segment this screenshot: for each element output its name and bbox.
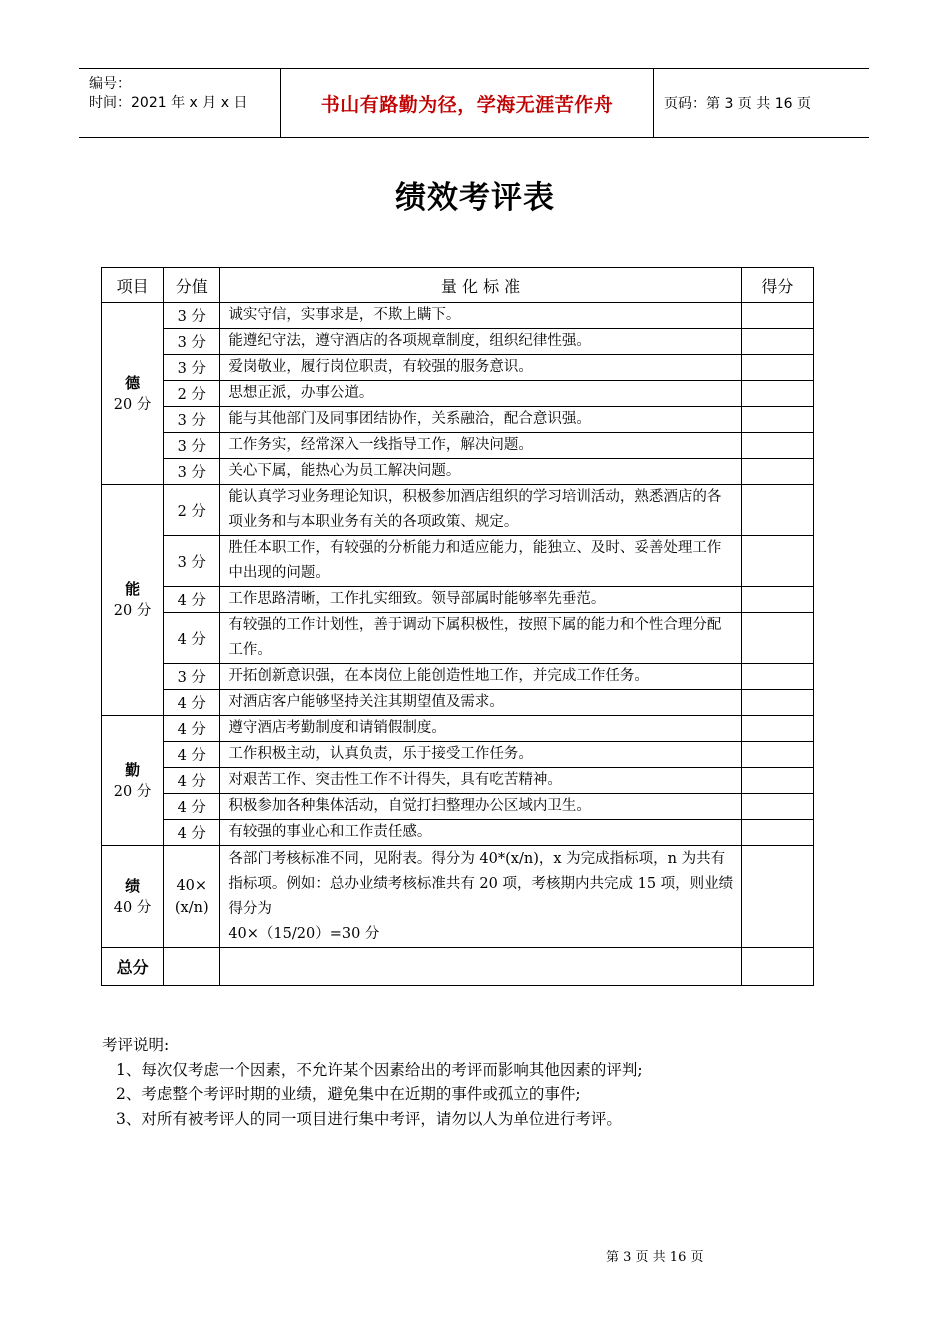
category-points: 20 分 bbox=[113, 603, 152, 619]
category-name: 能 bbox=[125, 580, 141, 598]
performance-example-formula: 40×（15/20）=30 分 bbox=[228, 925, 380, 942]
header-meta bbox=[79, 69, 281, 137]
category-points: 20 分 bbox=[113, 783, 152, 800]
note-item: 1、每次仅考虑一个因素，不允许某个因素给出的考评而影响其他因素的评判; bbox=[116, 1060, 643, 1079]
score-formula-line2: (x/n) bbox=[174, 899, 209, 916]
standard-cell: 开拓创新意识强，在本岗位上能创造性地工作，并完成工作任务。 bbox=[220, 664, 741, 690]
document-title: 绩效考评表 bbox=[395, 180, 555, 216]
standard-cell: 工作务实，经常深入一线指导工作，解决问题。 bbox=[220, 433, 741, 459]
table-row bbox=[102, 846, 814, 948]
category-de bbox=[102, 303, 164, 485]
table-row bbox=[102, 587, 814, 613]
score-cell: 3 分 bbox=[164, 303, 220, 329]
score-cell: 3 分 bbox=[164, 329, 220, 355]
category-points: 40 分 bbox=[113, 899, 152, 916]
table-row bbox=[102, 485, 814, 536]
score-cell bbox=[164, 846, 220, 948]
table-row bbox=[102, 690, 814, 716]
page-header bbox=[79, 68, 869, 138]
note-item: 2、考虑整个考评时期的业绩，避免集中在近期的事件或孤立的事件; bbox=[116, 1085, 581, 1103]
standard-cell: 胜任本职工作，有较强的分析能力和适应能力，能独立、及时、妥善处理工作中出现的问题。 bbox=[220, 536, 741, 587]
table-row bbox=[102, 433, 814, 459]
standard-cell: 爱岗敬业，履行岗位职责，有较强的服务意识。 bbox=[220, 355, 741, 381]
score-cell: 3 分 bbox=[164, 459, 220, 485]
table-header-row bbox=[102, 268, 814, 303]
total-obtained-cell[interactable] bbox=[741, 948, 813, 986]
obtained-cell[interactable] bbox=[741, 664, 813, 690]
col-header-obtained: 得分 bbox=[741, 268, 813, 303]
obtained-cell[interactable] bbox=[741, 303, 813, 329]
obtained-cell[interactable] bbox=[741, 381, 813, 407]
number-label: 编号： bbox=[89, 76, 131, 92]
standard-cell: 有较强的工作计划性，善于调动下属积极性，按照下属的能力和个性合理分配工作。 bbox=[220, 613, 741, 664]
standard-cell: 对艰苦工作、突击性工作不计得失，具有吃苦精神。 bbox=[220, 768, 741, 794]
obtained-cell[interactable] bbox=[741, 716, 813, 742]
score-cell: 2 分 bbox=[164, 485, 220, 536]
standard-cell: 工作积极主动，认真负责，乐于接受工作任务。 bbox=[220, 742, 741, 768]
obtained-cell[interactable] bbox=[741, 433, 813, 459]
table-row bbox=[102, 613, 814, 664]
page-counter: 页码：第 3 页 共 16 页 bbox=[664, 96, 811, 112]
standard-cell: 能遵纪守法，遵守酒店的各项规章制度，组织纪律性强。 bbox=[220, 329, 741, 355]
obtained-cell[interactable] bbox=[741, 407, 813, 433]
standard-cell: 遵守酒店考勤制度和请销假制度。 bbox=[220, 716, 741, 742]
standard-cell bbox=[220, 846, 741, 948]
standard-cell: 能与其他部门及同事团结协作，关系融洽，配合意识强。 bbox=[220, 407, 741, 433]
table-row bbox=[102, 742, 814, 768]
obtained-cell[interactable] bbox=[741, 794, 813, 820]
score-cell: 4 分 bbox=[164, 768, 220, 794]
score-cell: 3 分 bbox=[164, 355, 220, 381]
table-row bbox=[102, 303, 814, 329]
category-qin bbox=[102, 716, 164, 846]
standard-cell: 思想正派，办事公道。 bbox=[220, 381, 741, 407]
standard-cell: 工作思路清晰，工作扎实细致。领导部属时能够率先垂范。 bbox=[220, 587, 741, 613]
col-header-score: 分值 bbox=[164, 268, 220, 303]
table-row bbox=[102, 459, 814, 485]
score-cell: 2 分 bbox=[164, 381, 220, 407]
performance-description: 各部门考核标准不同，见附表。得分为 40*(x/n)，x 为完成指标项，n 为共有指标项。例如：总办业绩考核标准共有 20 项，考核期内共完成 15 项，则业绩得分为 bbox=[228, 850, 734, 917]
header-motto: 书山有路勤为径，学海无涯苦作舟 bbox=[281, 69, 654, 137]
obtained-cell[interactable] bbox=[741, 459, 813, 485]
category-name: 德 bbox=[125, 373, 141, 392]
score-cell: 4 分 bbox=[164, 690, 220, 716]
obtained-cell[interactable] bbox=[741, 355, 813, 381]
standard-cell: 积极参加各种集体活动，自觉打扫整理办公区域内卫生。 bbox=[220, 794, 741, 820]
obtained-cell[interactable] bbox=[741, 690, 813, 716]
table-row bbox=[102, 664, 814, 690]
total-row bbox=[102, 948, 814, 986]
standard-cell: 有较强的事业心和工作责任感。 bbox=[220, 820, 741, 846]
obtained-cell[interactable] bbox=[741, 768, 813, 794]
notes-heading: 考评说明: bbox=[102, 1036, 170, 1054]
score-cell: 3 分 bbox=[164, 407, 220, 433]
evaluation-notes bbox=[102, 1033, 643, 1131]
obtained-cell[interactable] bbox=[741, 742, 813, 768]
col-header-standard: 量 化 标 准 bbox=[220, 268, 741, 303]
table-row bbox=[102, 716, 814, 742]
total-score-cell[interactable] bbox=[164, 948, 220, 986]
score-cell: 4 分 bbox=[164, 794, 220, 820]
time-label: 时间：2021 年 x 月 x 日 bbox=[89, 95, 248, 111]
standard-cell: 能认真学习业务理论知识，积极参加酒店组织的学习培训活动，熟悉酒店的各项业务和与本职业务有关的各项政策、规定。 bbox=[220, 485, 741, 536]
score-cell: 4 分 bbox=[164, 613, 220, 664]
score-cell: 4 分 bbox=[164, 820, 220, 846]
score-cell: 3 分 bbox=[164, 536, 220, 587]
table-row bbox=[102, 536, 814, 587]
score-cell: 4 分 bbox=[164, 716, 220, 742]
table-row bbox=[102, 329, 814, 355]
category-name: 勤 bbox=[125, 760, 141, 779]
obtained-cell[interactable] bbox=[741, 587, 813, 613]
score-cell: 3 分 bbox=[164, 433, 220, 459]
standard-cell: 关心下属，能热心为员工解决问题。 bbox=[220, 459, 741, 485]
table-row bbox=[102, 381, 814, 407]
page-footer: 第 3 页 共 16 页 bbox=[606, 1250, 704, 1265]
category-name: 绩 bbox=[125, 876, 141, 895]
table-row bbox=[102, 355, 814, 381]
col-header-item: 项目 bbox=[102, 268, 164, 303]
table-row bbox=[102, 794, 814, 820]
score-cell: 4 分 bbox=[164, 742, 220, 768]
category-neng bbox=[102, 485, 164, 716]
category-ji bbox=[102, 846, 164, 948]
obtained-cell[interactable] bbox=[741, 846, 813, 948]
score-cell: 3 分 bbox=[164, 664, 220, 690]
obtained-cell[interactable] bbox=[741, 820, 813, 846]
score-cell: 4 分 bbox=[164, 587, 220, 613]
table-row bbox=[102, 768, 814, 794]
total-standard-cell bbox=[220, 948, 741, 986]
obtained-cell[interactable] bbox=[741, 485, 813, 536]
standard-cell: 诚实守信，实事求是，不欺上瞒下。 bbox=[220, 303, 741, 329]
category-points: 20 分 bbox=[113, 396, 152, 413]
score-formula-line1: 40× bbox=[176, 877, 208, 894]
table-row bbox=[102, 820, 814, 846]
total-label: 总分 bbox=[102, 948, 164, 986]
evaluation-table bbox=[101, 267, 814, 986]
obtained-cell[interactable] bbox=[741, 613, 813, 664]
standard-cell: 对酒店客户能够坚持关注其期望值及需求。 bbox=[220, 690, 741, 716]
obtained-cell[interactable] bbox=[741, 536, 813, 587]
obtained-cell[interactable] bbox=[741, 329, 813, 355]
table-row bbox=[102, 407, 814, 433]
note-item: 3、对所有被考评人的同一项目进行集中考评，请勿以人为单位进行考评。 bbox=[116, 1109, 622, 1128]
